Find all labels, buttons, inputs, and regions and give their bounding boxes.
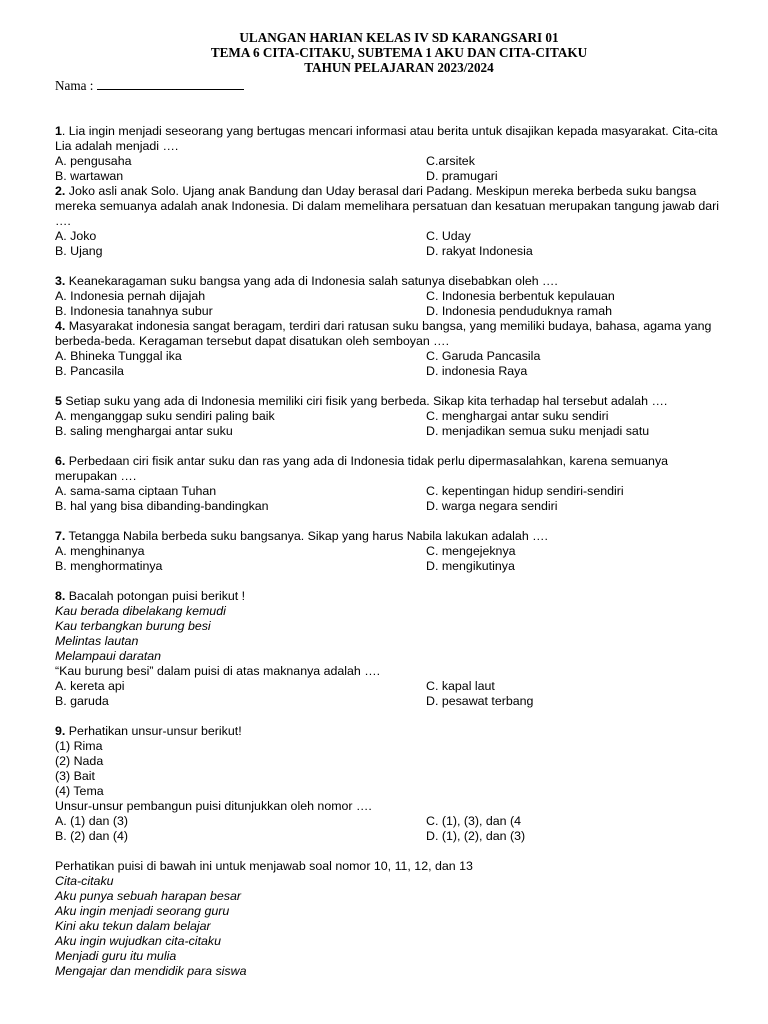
option-d: D. rakyat Indonesia xyxy=(426,244,533,258)
poem-line: Aku punya sebuah harapan besar xyxy=(55,889,241,903)
option-b: B. menghormatinya xyxy=(55,559,163,573)
question-number: 4. xyxy=(55,319,66,333)
question-9 xyxy=(55,724,745,844)
list-item: (3) Bait xyxy=(55,769,95,783)
option-a: A. Bhineka Tunggal ika xyxy=(55,349,182,363)
list-item: (1) Rima xyxy=(55,739,103,753)
option-d: D. (1), (2), dan (3) xyxy=(426,829,526,843)
question-text-cont: merupakan …. xyxy=(55,469,137,483)
option-c: C. Garuda Pancasila xyxy=(426,349,541,363)
poem-line: Melampaui daratan xyxy=(55,649,162,663)
option-b: B. saling menghargai antar suku xyxy=(55,424,233,438)
option-c: C. Indonesia berbentuk kepulauan xyxy=(426,289,615,303)
name-label: Nama : xyxy=(55,78,94,93)
question-number: 7. xyxy=(55,529,66,543)
header-subtitle: TEMA 6 CITA-CITAKU, SUBTEMA 1 AKU DAN CITA-CITAKU xyxy=(210,45,588,60)
question-number: 9. xyxy=(55,724,66,738)
option-b: B. Indonesia tanahnya subur xyxy=(55,304,213,318)
option-b: B. garuda xyxy=(55,694,109,708)
option-a: A. pengusaha xyxy=(55,154,132,168)
name-field xyxy=(55,77,244,93)
question-6 xyxy=(55,454,745,514)
option-b: B. hal yang bisa dibanding-bandingkan xyxy=(55,499,269,513)
question-8 xyxy=(55,589,745,709)
question-text: Perhatikan unsur-unsur berikut! xyxy=(65,724,242,738)
option-c: C. Uday xyxy=(426,229,471,243)
questions-area xyxy=(55,124,745,979)
question-text: . Lia ingin menjadi seseorang yang bertugas mencari informasi atau berita untuk disajikan kepada masyarakat. Cita-cita xyxy=(61,124,718,138)
question-text: Bacalah potongan puisi berikut ! xyxy=(65,589,246,603)
question-5 xyxy=(55,394,745,439)
poem-section xyxy=(55,859,745,979)
option-a: A. menganggap suku sendiri paling baik xyxy=(55,409,275,423)
option-d: D. menjadikan semua suku menjadi satu xyxy=(426,424,650,438)
question-7 xyxy=(55,529,745,574)
header-title: ULANGAN HARIAN KELAS IV SD KARANGSARI 01 xyxy=(239,30,559,45)
question-text: Keanekaragaman suku bangsa yang ada di Indonesia salah satunya disebabkan oleh …. xyxy=(65,274,558,288)
list-item: (4) Tema xyxy=(55,784,104,798)
question-text: Tetangga Nabila berbeda suku bangsanya. Sikap yang harus Nabila lakukan adalah …. xyxy=(65,529,548,543)
question-text: Joko asli anak Solo. Ujang anak Bandung dan Uday berasal dari Padang. Meskipun mereka berbeda suku bangsa xyxy=(65,184,697,198)
option-c: C. (1), (3), dan (4 xyxy=(426,814,522,828)
poem-line: Kau terbangkan burung besi xyxy=(55,619,211,633)
option-a: A. Indonesia pernah dijajah xyxy=(55,289,206,303)
poem-line: Aku ingin menjadi seorang guru xyxy=(55,904,230,918)
option-c: C. menghargai antar suku sendiri xyxy=(426,409,609,423)
poem-line: Kini aku tekun dalam belajar xyxy=(55,919,211,933)
question-number: 6. xyxy=(55,454,66,468)
option-d: D. warga negara sendiri xyxy=(426,499,558,513)
option-d: D. pesawat terbang xyxy=(426,694,534,708)
option-d: D. indonesia Raya xyxy=(426,364,528,378)
question-prompt: “Kau burung besi” dalam puisi di atas maknanya adalah …. xyxy=(55,664,381,678)
poem-line: Kau berada dibelakang kemudi xyxy=(55,604,226,618)
question-number: 3. xyxy=(55,274,66,288)
document-header xyxy=(0,30,768,75)
option-b: B. (2) dan (4) xyxy=(55,829,128,843)
question-prompt: Unsur-unsur pembangun puisi ditunjukkan oleh nomor …. xyxy=(55,799,372,813)
question-text-cont: berbeda-beda. Keragaman tersebut dapat disatukan oleh semboyan …. xyxy=(55,334,450,348)
poem-line: Melintas lautan xyxy=(55,634,139,648)
option-c: C. kapal laut xyxy=(426,679,495,693)
option-a: A. menghinanya xyxy=(55,544,145,558)
question-number: 8. xyxy=(55,589,66,603)
question-number: 1 xyxy=(55,124,62,138)
option-c: C. kepentingan hidup sendiri-sendiri xyxy=(426,484,624,498)
option-d: D. mengikutinya xyxy=(426,559,515,573)
question-number: 2. xyxy=(55,184,66,198)
name-blank-line xyxy=(97,77,244,90)
option-d: D. Indonesia penduduknya ramah xyxy=(426,304,612,318)
option-a: A. (1) dan (3) xyxy=(55,814,128,828)
poem-line: Aku ingin wujudkan cita-citaku xyxy=(55,934,221,948)
list-item: (2) Nada xyxy=(55,754,104,768)
option-c: C. mengejeknya xyxy=(426,544,516,558)
poem-line: Mengajar dan mendidik para siswa xyxy=(55,964,247,978)
question-text: Perbedaan ciri fisik antar suku dan ras yang ada di Indonesia tidak perlu dipermasalahkan, karena semuanya xyxy=(65,454,669,468)
question-4 xyxy=(55,319,745,379)
option-a: A. sama-sama ciptaan Tuhan xyxy=(55,484,217,498)
poem-line: Menjadi guru itu mulia xyxy=(55,949,177,963)
option-b: B. Ujang xyxy=(55,244,103,258)
question-number: 5 xyxy=(55,394,62,408)
question-2 xyxy=(55,184,745,259)
poem-intro: Perhatikan puisi di bawah ini untuk menjawab soal nomor 10, 11, 12, dan 13 xyxy=(55,859,473,873)
option-a: A. kereta api xyxy=(55,679,125,693)
option-a: A. Joko xyxy=(55,229,97,243)
question-1 xyxy=(55,124,745,184)
question-text-cont: mereka semuanya adalah anak Indonesia. Di dalam memelihara persatuan dan kesatuan merupakan tangung jawab dari xyxy=(55,199,720,213)
question-3 xyxy=(55,274,745,319)
option-d: D. pramugari xyxy=(426,169,498,183)
option-b: B. wartawan xyxy=(55,169,124,183)
question-text: Masyarakat indonesia sangat beragam, terdiri dari ratusan suku bangsa, yang memiliki budaya, bahasa, agama yang xyxy=(65,319,712,333)
poem-title: Cita-citaku xyxy=(55,874,114,888)
question-text: Setiap suku yang ada di Indonesia memiliki ciri fisik yang berbeda. Sikap kita terhadap hal tersebut adalah …. xyxy=(61,394,668,408)
header-year: TAHUN PELAJARAN 2023/2024 xyxy=(304,60,494,75)
question-text-cont: …. xyxy=(55,214,71,228)
option-b: B. Pancasila xyxy=(55,364,124,378)
option-c: C.arsitek xyxy=(426,154,475,168)
question-text-cont: Lia adalah menjadi …. xyxy=(55,139,179,153)
